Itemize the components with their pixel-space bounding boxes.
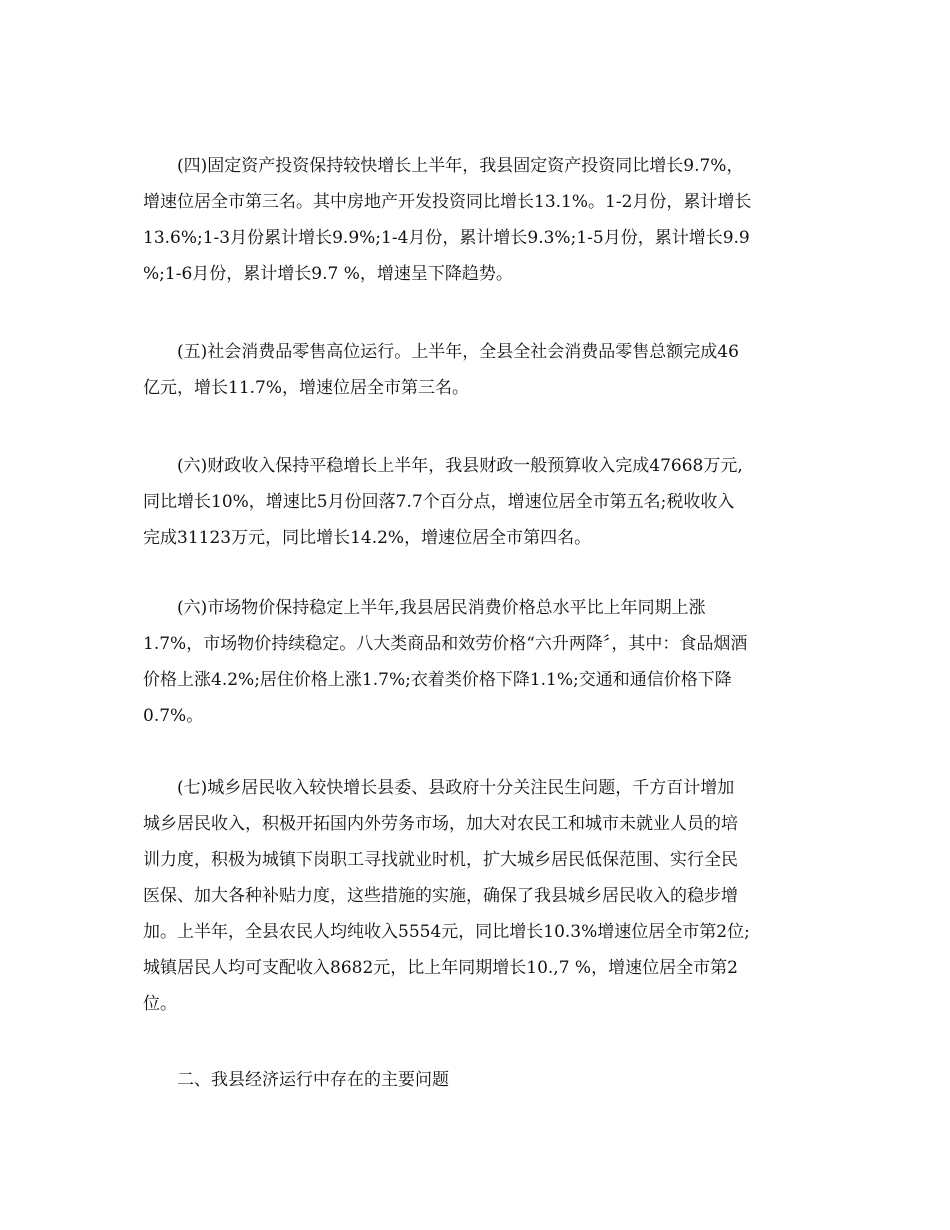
paragraph-line: 1.7%，市场物价持续稳定。八大类商品和效劳价格“六升两降〞，其中：食品烟酒: [143, 634, 748, 654]
paragraph-line: 城乡居民收入，积极开拓国内外劳务市场，加大对农民工和城市未就业人员的培: [143, 814, 738, 834]
section-heading-text: 二、我县经济运行中存在的主要问题: [177, 1070, 449, 1090]
paragraph-line: (七)城乡居民收入较快增长县委、县政府十分关注民生问题，千方百计增加: [177, 778, 735, 798]
paragraph-line: 同比增长10%，增速比5月份回落7.7个百分点，增速位居全市第五名;税收收入: [143, 492, 735, 512]
paragraph-line: (六)财政收入保持平稳增长上半年，我县财政一般预算收入完成47668万元,: [177, 456, 743, 476]
paragraph-line: 城镇居民人均可支配收入8682元，比上年同期增长10.,7 %，增速位居全市第2: [143, 958, 738, 978]
paragraph-resident-income: [143, 770, 807, 1022]
paragraph-fixed-asset-investment: [143, 148, 807, 292]
paragraph-market-prices: [143, 590, 807, 734]
paragraph-retail-sales: [143, 334, 807, 406]
paragraph-line: 完成31123万元，同比增长14.2%，增速位居全市第四名。: [143, 528, 592, 548]
paragraph-line: (六)市场物价保持稳定上半年,我县居民消费价格总水平比上年同期上涨: [177, 598, 706, 618]
paragraph-line: (五)社会消费品零售高位运行。上半年，全县全社会消费品零售总额完成46: [177, 342, 739, 362]
paragraph-line: 位。: [143, 994, 177, 1014]
paragraph-line: 医保、加大各种补贴力度，这些措施的实施，确保了我县城乡居民收入的稳步增: [143, 886, 738, 906]
section-heading: [143, 1062, 807, 1098]
paragraph-fiscal-revenue: [143, 448, 807, 556]
paragraph-line: 亿元，增长11.7%，增速位居全市第三名。: [143, 378, 470, 398]
paragraph-line: %;1-6月份，累计增长9.7 %，增速呈下降趋势。: [143, 264, 513, 284]
paragraph-line: 训力度，积极为城镇下岗职工寻找就业时机，扩大城乡居民低保范围、实行全民: [143, 850, 738, 870]
paragraph-line: 增速位居全市第三名。其中房地产开发投资同比增长13.1%。1-2月份，累计增长: [143, 192, 752, 212]
paragraph-line: 价格上涨4.2%;居住价格上涨1.7%;衣着类价格下降1.1%;交通和通信价格下降: [143, 670, 732, 690]
paragraph-line: 13.6%;1-3月份累计增长9.9%;1-4月份，累计增长9.3%;1-5月份，累计增长9.9: [143, 228, 750, 248]
paragraph-line: 加。上半年，全县农民人均纯收入5554元，同比增长10.3%增速位居全市第2位;: [143, 922, 750, 942]
paragraph-line: 0.7%。: [143, 706, 204, 726]
paragraph-line: (四)固定资产投资保持较快增长上半年，我县固定资产投资同比增长9.7%，: [177, 156, 744, 176]
